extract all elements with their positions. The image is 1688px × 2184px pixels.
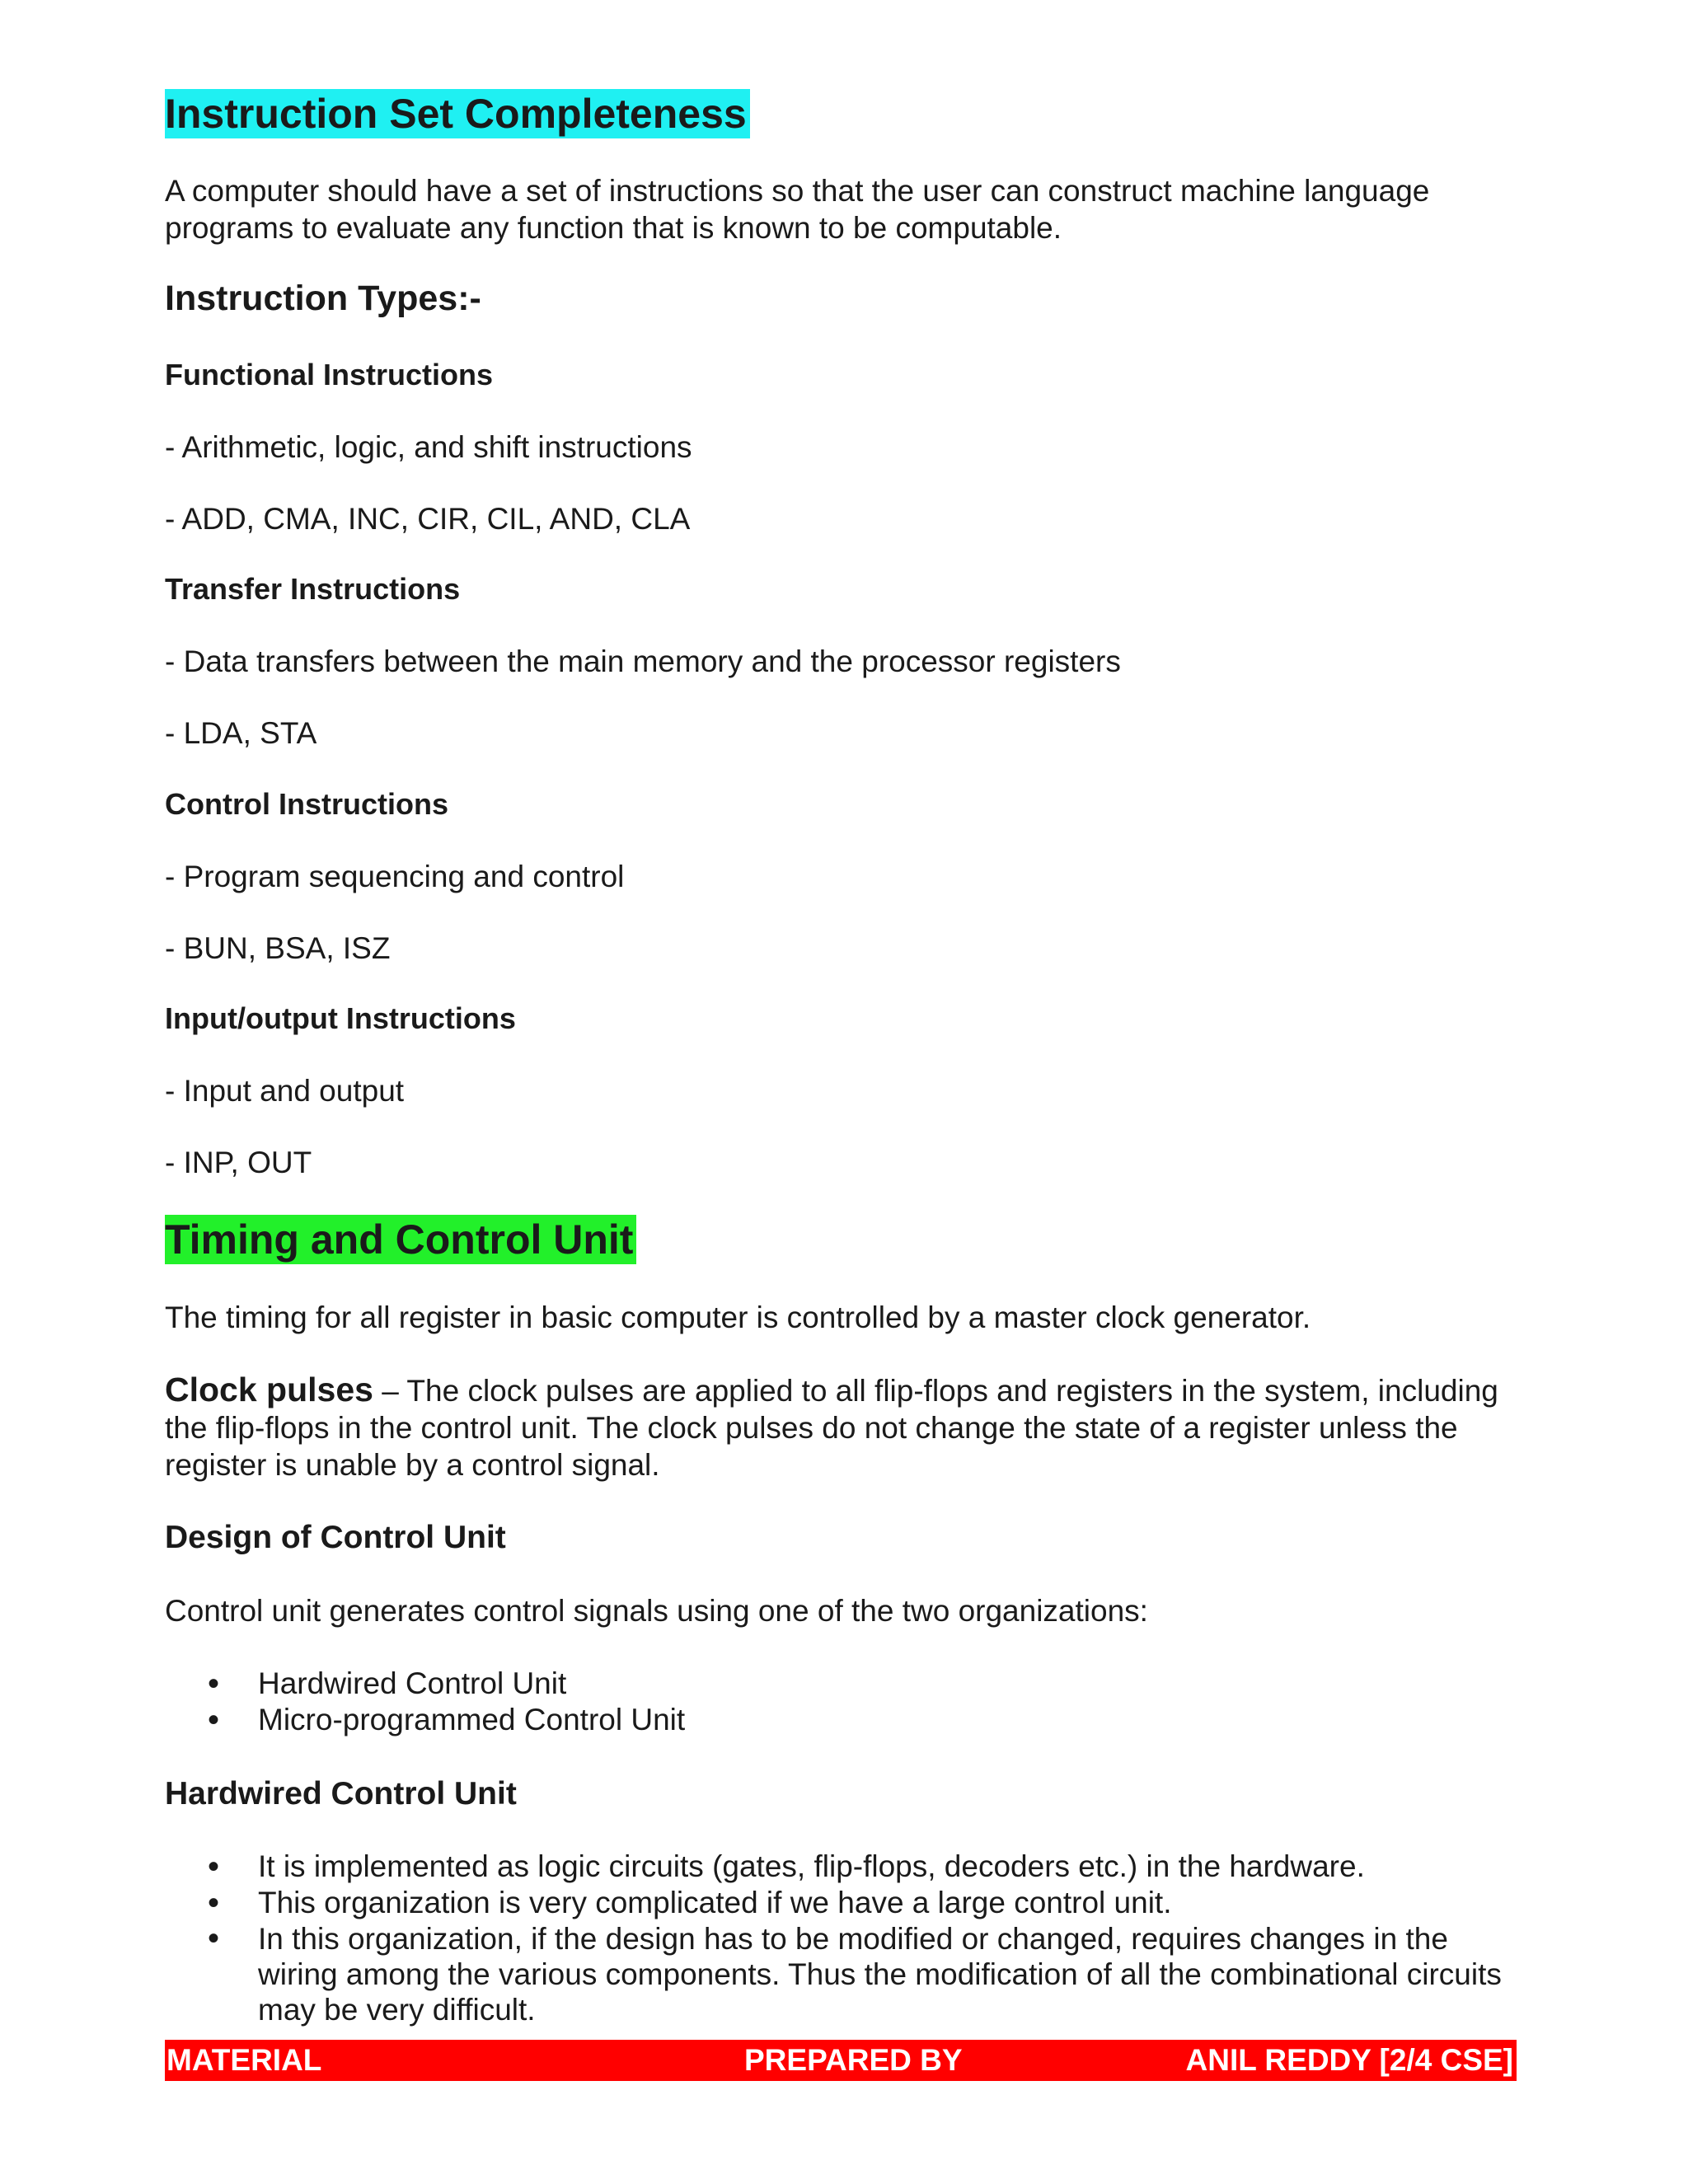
control-heading: Control Instructions bbox=[165, 787, 448, 821]
section-title-timing-control: Timing and Control Unit bbox=[165, 1215, 636, 1264]
section-title-instruction-set: Instruction Set Completeness bbox=[165, 89, 750, 138]
functional-heading: Functional Instructions bbox=[165, 358, 494, 391]
intro-paragraph: A computer should have a set of instructions so that the user can construct machine language programs to evaluate any function that is known to be computable. bbox=[165, 174, 1430, 245]
footer-left: MATERIAL bbox=[166, 2043, 322, 2077]
list-item: • Micro-programmed Control Unit bbox=[165, 1702, 1517, 1738]
list-item: • In this organization, if the design has to be modified or changed, requires changes in the wiring among the various components. Thus the modification of all the combinational circuits may be very difficult. bbox=[165, 1921, 1517, 2027]
io-item: - Input and output bbox=[165, 1074, 405, 1108]
list-item: • Hardwired Control Unit bbox=[165, 1666, 1517, 1702]
functional-item: - ADD, CMA, INC, CIR, CIL, AND, CLA bbox=[165, 502, 691, 536]
footer-center: PREPARED BY bbox=[744, 2043, 963, 2077]
design-heading: Design of Control Unit bbox=[165, 1520, 506, 1555]
control-item: - Program sequencing and control bbox=[165, 860, 625, 893]
clock-pulses-paragraph bbox=[165, 1371, 1517, 1483]
list-item: • This organization is very complicated if we have a large control unit. bbox=[165, 1885, 1517, 1921]
footer-right: ANIL REDDY [2/4 CSE] bbox=[1185, 2043, 1513, 2077]
transfer-item: - Data transfers between the main memory and the processor registers bbox=[165, 644, 1121, 678]
io-heading: Input/output Instructions bbox=[165, 1001, 516, 1035]
control-item: - BUN, BSA, ISZ bbox=[165, 931, 391, 965]
hardwired-list bbox=[165, 1849, 1517, 2027]
timing-paragraph: The timing for all register in basic computer is controlled by a master clock generator. bbox=[165, 1301, 1311, 1334]
hardwired-heading: Hardwired Control Unit bbox=[165, 1776, 517, 1811]
io-item: - INP, OUT bbox=[165, 1146, 312, 1179]
footer-bar bbox=[165, 2040, 1517, 2081]
clock-pulses-term: Clock pulses bbox=[165, 1371, 373, 1408]
functional-item: - Arithmetic, logic, and shift instructions bbox=[165, 430, 692, 464]
clock-pulses-text: – The clock pulses are applied to all flip-flops and registers in the system, including the flip-flops in the control unit. The clock pulses do not change the state of a register unless the register is unable by a control signal. bbox=[165, 1374, 1498, 1482]
instruction-types-heading: Instruction Types:- bbox=[165, 279, 481, 318]
design-paragraph: Control unit generates control signals using one of the two organizations: bbox=[165, 1594, 1148, 1628]
list-item: • It is implemented as logic circuits (gates, flip-flops, decoders etc.) in the hardware. bbox=[165, 1849, 1517, 1885]
design-list bbox=[165, 1666, 1517, 1738]
transfer-heading: Transfer Instructions bbox=[165, 572, 461, 606]
transfer-item: - LDA, STA bbox=[165, 716, 317, 750]
